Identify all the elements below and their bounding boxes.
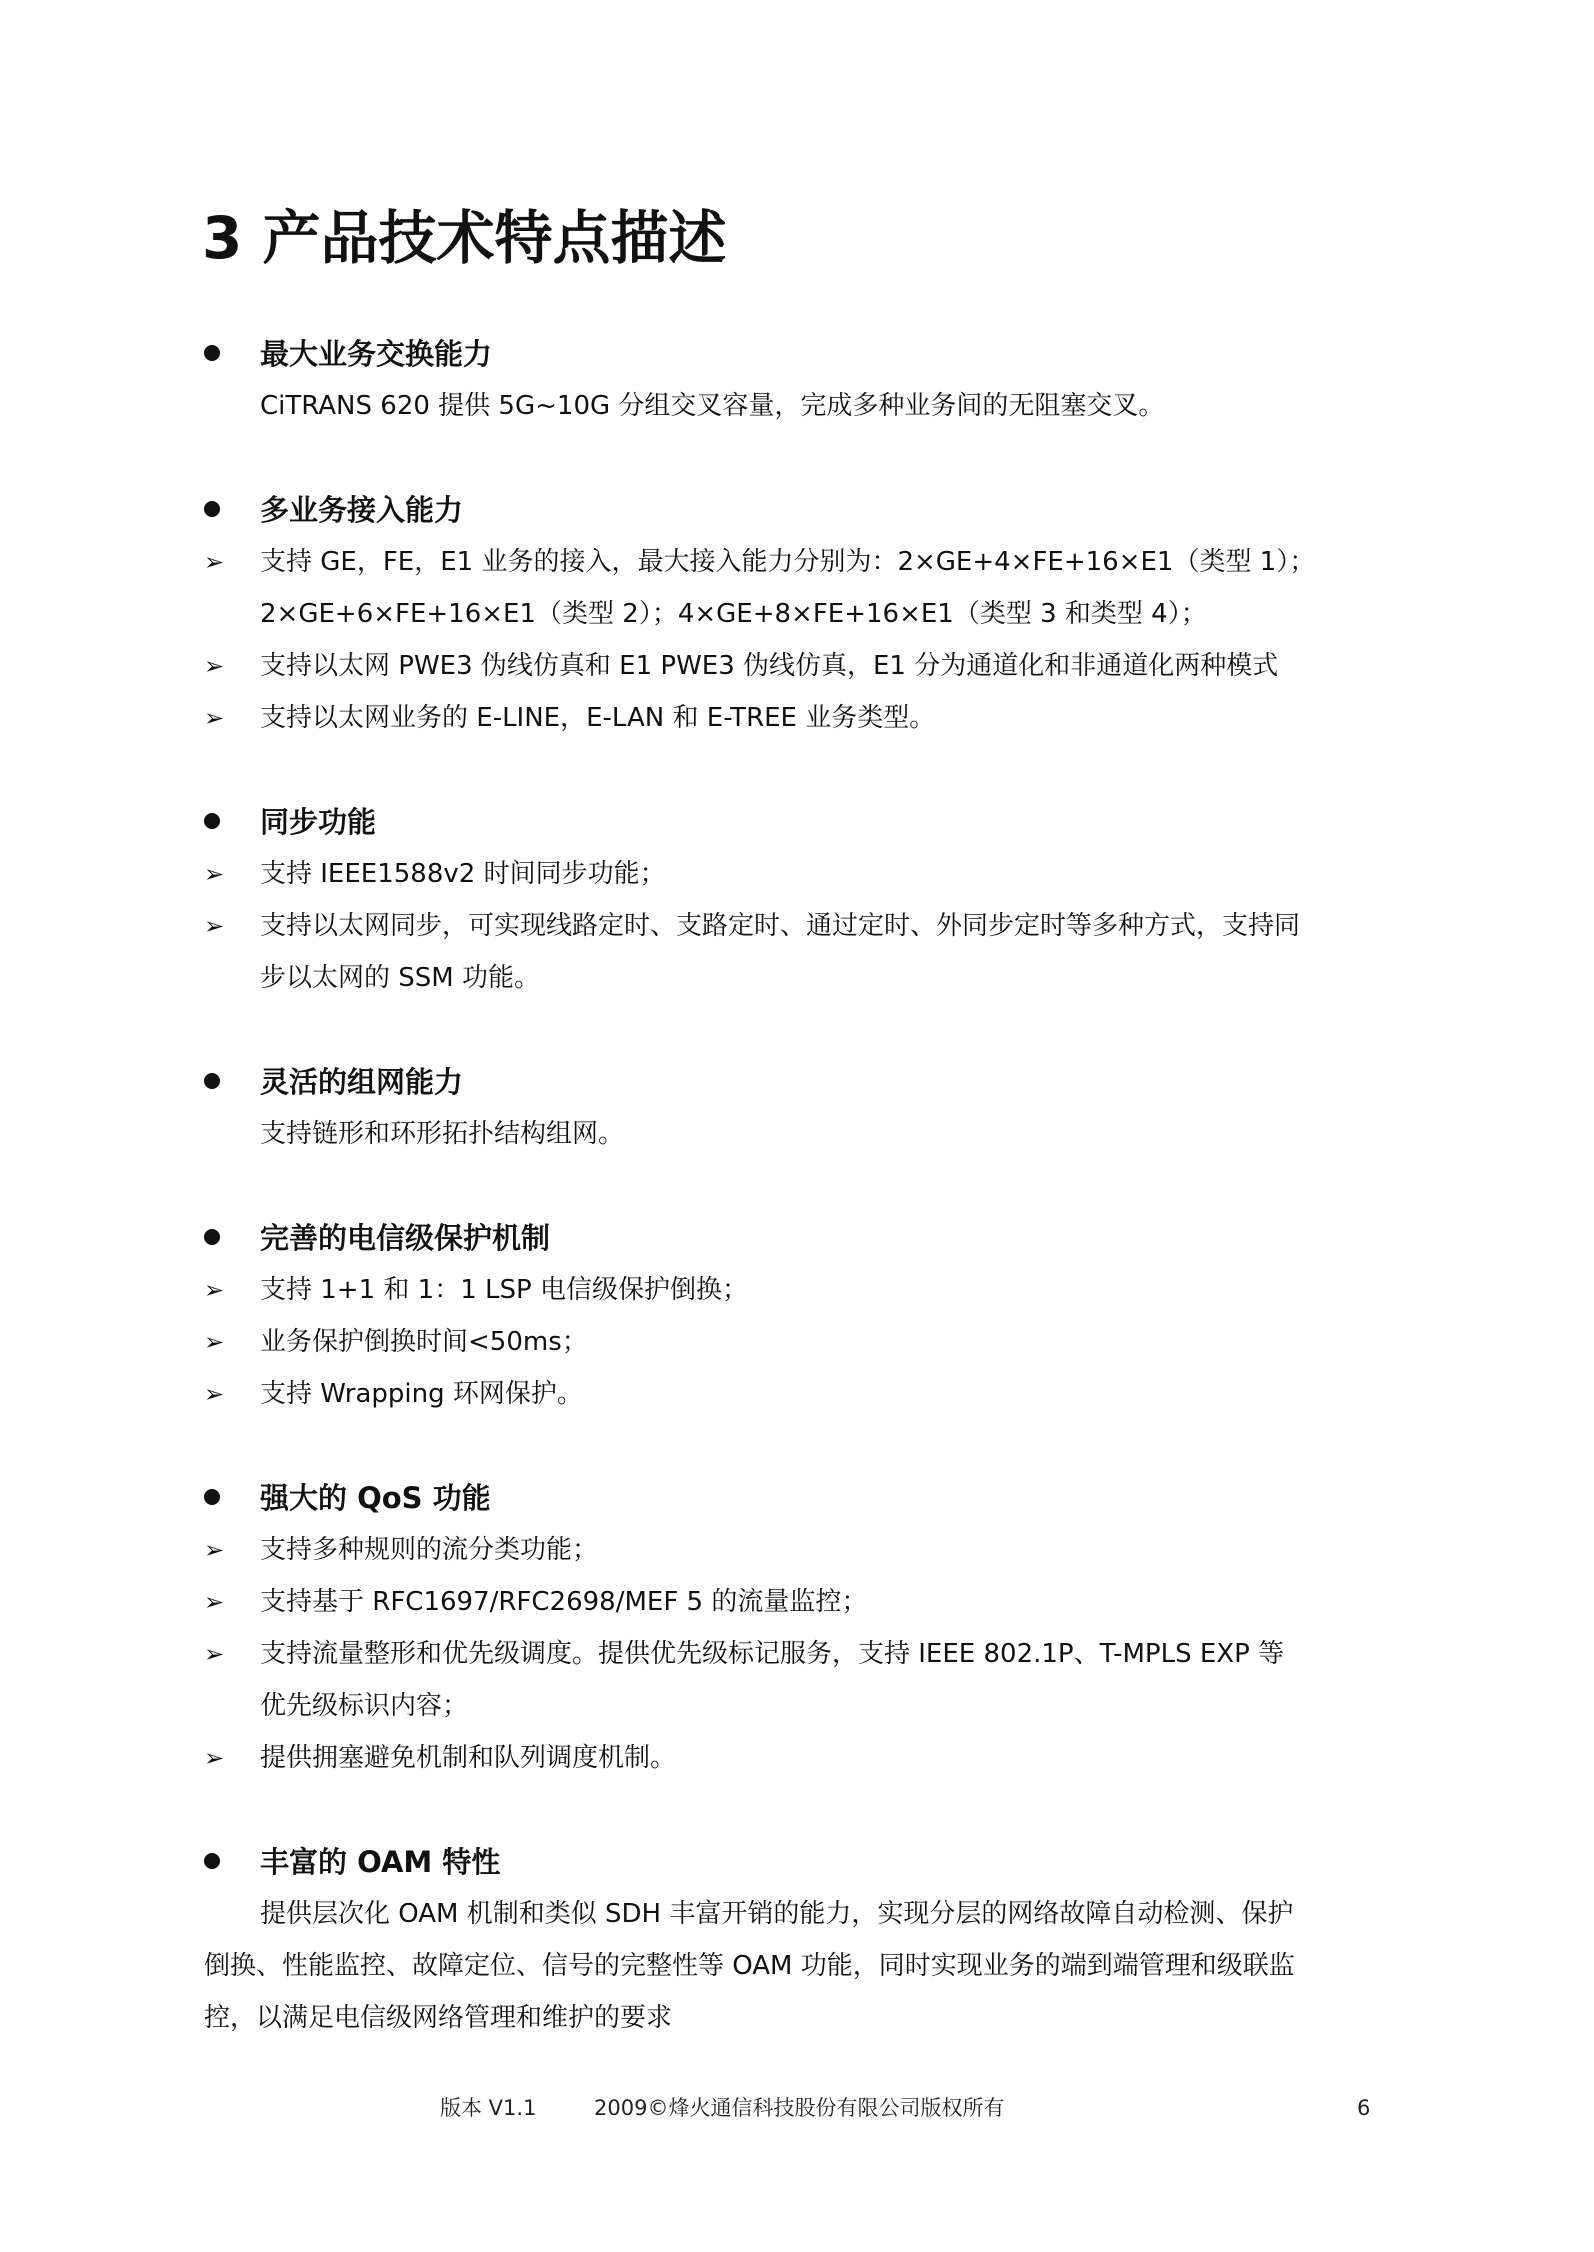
paragraph-line: 提供层次化 OAM 机制和类似 SDH 丰富开销的能力，实现分层的网络故障自动检测、保护 [260,1899,1294,1929]
list-item: 支持 GE，FE，E1 业务的接入，最大接入能力分别为：2×GE+4×FE+16×E1（类型 1）； [260,547,1316,577]
section-text: CiTRANS 620 提供 5G~10G 分组交叉容量，完成多种业务间的无阻塞交叉。 [260,391,1165,421]
arrow-bullet-icon: ➢ [204,1588,225,1616]
section-title: 完善的电信级保护机制 [260,1221,551,1255]
section-title: 多业务接入能力 [260,493,464,527]
list-item-continuation: 2×GE+6×FE+16×E1（类型 2）；4×GE+8×FE+16×E1（类型 3 和类型 4）； [260,599,1207,629]
page-footer [0,2088,1594,2128]
list-item-continuation: 优先级标识内容； [260,1691,469,1721]
bullet-dot-icon [204,1073,220,1089]
list-item: 支持以太网业务的 E-LINE，E-LAN 和 E-TREE 业务类型。 [260,703,936,733]
list-item: 支持流量整形和优先级调度。提供优先级标记服务，支持 IEEE 802.1P、T-MPLS EXP 等 [260,1639,1285,1669]
section-title: 强大的 QoS 功能 [260,1481,491,1515]
paragraph-line: 控，以满足电信级网络管理和维护的要求 [204,2003,673,2033]
arrow-bullet-icon: ➢ [204,704,225,732]
bullet-dot-icon [204,813,220,829]
arrow-bullet-icon: ➢ [204,912,225,940]
arrow-bullet-icon: ➢ [204,548,225,576]
page-title: 3 产品技术特点描述 [202,204,727,272]
section-title: 灵活的组网能力 [260,1065,464,1099]
list-item: 支持以太网同步，可实现线路定时、支路定时、通过定时、外同步定时等多种方式，支持同 [260,911,1301,941]
section-text: 支持链形和环形拓扑结构组网。 [260,1119,625,1149]
list-item: 支持多种规则的流分类功能； [260,1535,599,1565]
bullet-dot-icon [204,501,220,517]
bullet-dot-icon [204,1229,220,1245]
arrow-bullet-icon: ➢ [204,1276,225,1304]
paragraph-line: 倒换、性能监控、故障定位、信号的完整性等 OAM 功能，同时实现业务的端到端管理和级联监 [204,1951,1295,1981]
arrow-bullet-icon: ➢ [204,1744,225,1772]
section-title: 最大业务交换能力 [260,337,493,371]
arrow-bullet-icon: ➢ [204,860,225,888]
bullet-dot-icon [204,345,220,361]
list-item: 提供拥塞避免机制和队列调度机制。 [260,1743,677,1773]
footer-version: 版本 V1.1 [440,2096,537,2120]
arrow-bullet-icon: ➢ [204,1380,225,1408]
list-item: 支持以太网 PWE3 伪线仿真和 E1 PWE3 伪线仿真，E1 分为通道化和非通道化两种模式 [260,651,1279,681]
list-item: 支持 Wrapping 环网保护。 [260,1379,583,1409]
section-title: 同步功能 [260,805,377,839]
list-item: 支持 IEEE1588v2 时间同步功能； [260,859,666,889]
bullet-dot-icon [204,1853,220,1869]
arrow-bullet-icon: ➢ [204,652,225,680]
arrow-bullet-icon: ➢ [204,1640,225,1668]
list-item-continuation: 步以太网的 SSM 功能。 [260,963,540,993]
list-item: 支持 1+1 和 1：1 LSP 电信级保护倒换； [260,1275,748,1305]
bullet-dot-icon [204,1489,220,1505]
list-item: 支持基于 RFC1697/RFC2698/MEF 5 的流量监控； [260,1587,868,1617]
section-title: 丰富的 OAM 特性 [260,1845,501,1879]
arrow-bullet-icon: ➢ [204,1328,225,1356]
list-item: 业务保护倒换时间<50ms； [260,1327,588,1357]
footer-page-number: 6 [1357,2096,1371,2120]
footer-copyright: 2009©烽火通信科技股份有限公司版权所有 [594,2096,1005,2120]
arrow-bullet-icon: ➢ [204,1536,225,1564]
